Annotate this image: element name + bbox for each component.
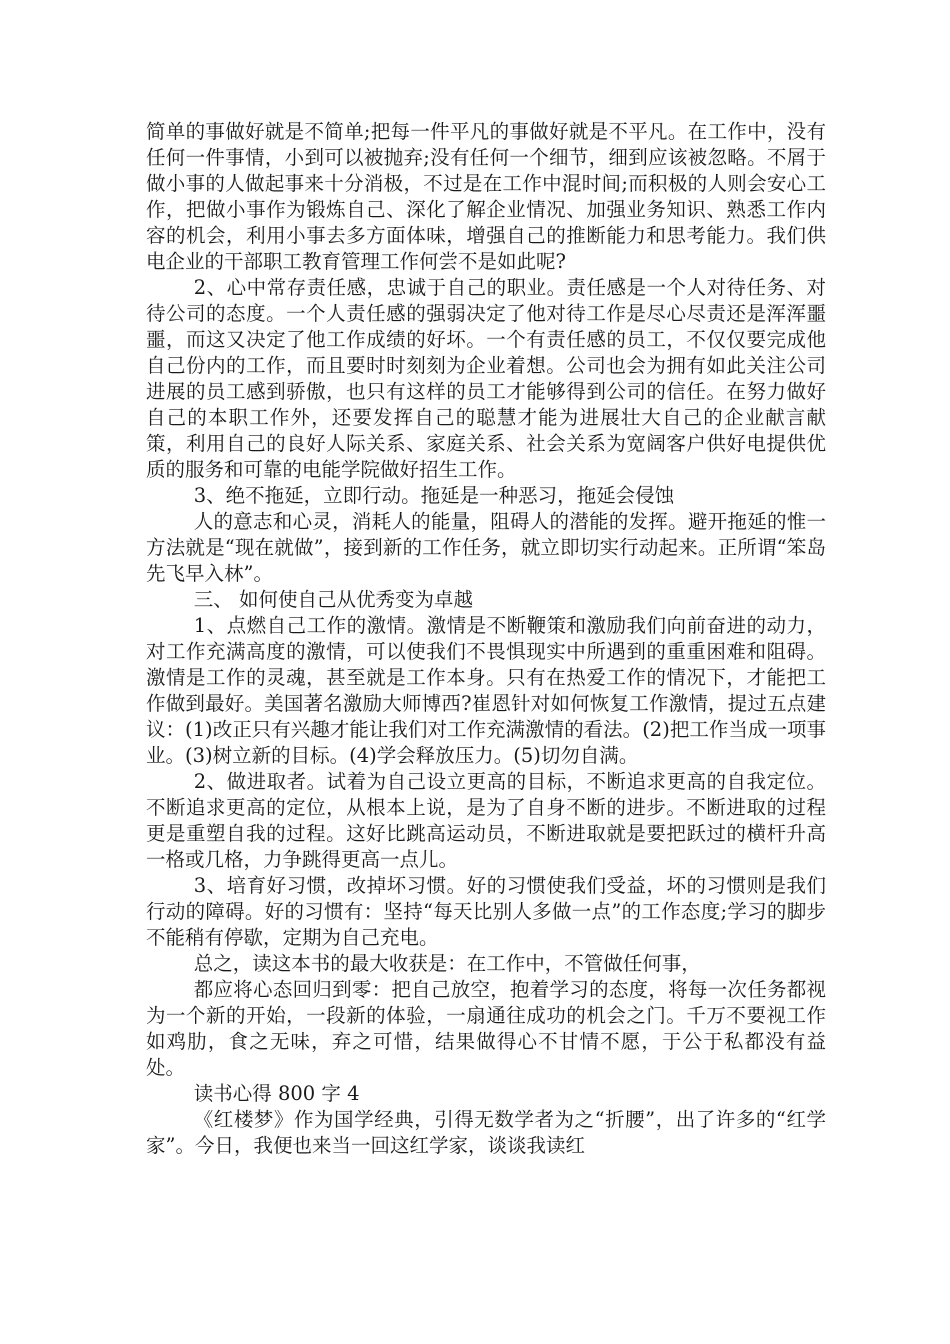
paragraph-1: 简单的事做好就是不简单;把每一件平凡的事做好就是不平凡。在工作中，没有任何一件事情，小到可以被抛弃;没有任何一个细节，细到应该被忽略。不屑于做小事的人做起事来十分消极，不过是在工作中混时间;而积极的人则会安心工作，把做小事作为锻炼自己、深化了解企业情况、加强业务知识、熟悉工作内容的机会，利用小事去多方面体味，增强自己的推断能力和思考能力。我们供电企业的干部职工教育管理工作何尝不是如此呢? [146, 120, 826, 273]
section-subtitle: 读书心得 800 字 4 [193, 1082, 360, 1105]
paragraph-12: 《红楼梦》作为国学经典，引得无数学者为之“折腰”，出了许多的“红学家”。今日，我便也来当一回这红学家，谈谈我读红 [146, 1108, 826, 1157]
paragraph-2: 2、心中常存责任感，忠诚于自己的职业。责任感是一个人对待任务、对待公司的态度。一个人责任感的强弱决定了他对待工作是尽心尽责还是浑浑噩噩，而这又决定了他工作成绩的好坏。一个有责任感的员工，不仅仅要完成他自己份内的工作，而且要时时刻刻为企业着想。公司也会为拥有如此关注公司进展的员工感到骄傲，也只有这样的员工才能够得到公司的信任。在努力做好自己的本职工作外，还要发挥自己的聪慧才能为进展壮大自己的企业献言献策，利用自己的良好人际关系、家庭关系、社会关系为宽阔客户供好电提供优质的服务和可靠的电能学院做好招生工作。 [146, 276, 826, 481]
paragraph-9: 总之，读这本书的最大收获是：在工作中，不管做任何事， [193, 952, 701, 975]
paragraph-7: 2、做进取者。试着为自己设立更高的目标，不断追求更高的自我定位。不断追求更高的定位，从根本上说，是为了自身不断的进步。不断进取的过程更是重塑自我的过程。这好比跳高运动员，不断进取就是要把跃过的横杆升高一格或几格，力争跳得更高一点儿。 [146, 770, 826, 871]
paragraph-6: 1、点燃自己工作的激情。激情是不断鞭策和激励我们向前奋进的动力，对工作充满高度的激情，可以使我们不畏惧现实中所遇到的重重困难和阻碍。激情是工作的灵魂，甚至就是工作本身。只有在热爱工作的情况下，才能把工作做到最好。美国著名激励大师博西?崔恩针对如何恢复工作激情，提过五点建议：(1)改正只有兴趣才能让我们对工作充满激情的看法。(2)把工作当成一项事业。(3)树立新的目标。(4)学会释放压力。(5)切勿自满。 [146, 614, 826, 767]
document-body [146, 119, 826, 1159]
paragraph-8: 3、培育好习惯，改掉坏习惯。好的习惯使我们受益，坏的习惯则是我们行动的障碍。好的习惯有：坚持“每天比别人多做一点”的工作态度;学习的脚步不能稍有停歇，定期为自己充电。 [146, 874, 826, 949]
section-heading-3: 三、 如何使自己从优秀变为卓越 [193, 588, 473, 611]
paragraph-4: 人的意志和心灵，消耗人的能量，阻碍人的潜能的发挥。避开拖延的惟一方法就是“现在就做”，接到新的工作任务，就立即切实行动起来。正所谓“笨岛先飞早入林”。 [146, 510, 826, 585]
paragraph-3: 3、绝不拖延，立即行动。拖延是一种恶习，拖延会侵蚀 [193, 484, 675, 507]
paragraph-10: 都应将心态回归到零：把自己放空，抱着学习的态度，将每一次任务都视为一个新的开始，一段新的体验，一扇通往成功的机会之门。千万不要视工作如鸡肋，食之无味，弃之可惜，结果做得心不甘情不愿，于公于私都没有益处。 [146, 978, 826, 1079]
